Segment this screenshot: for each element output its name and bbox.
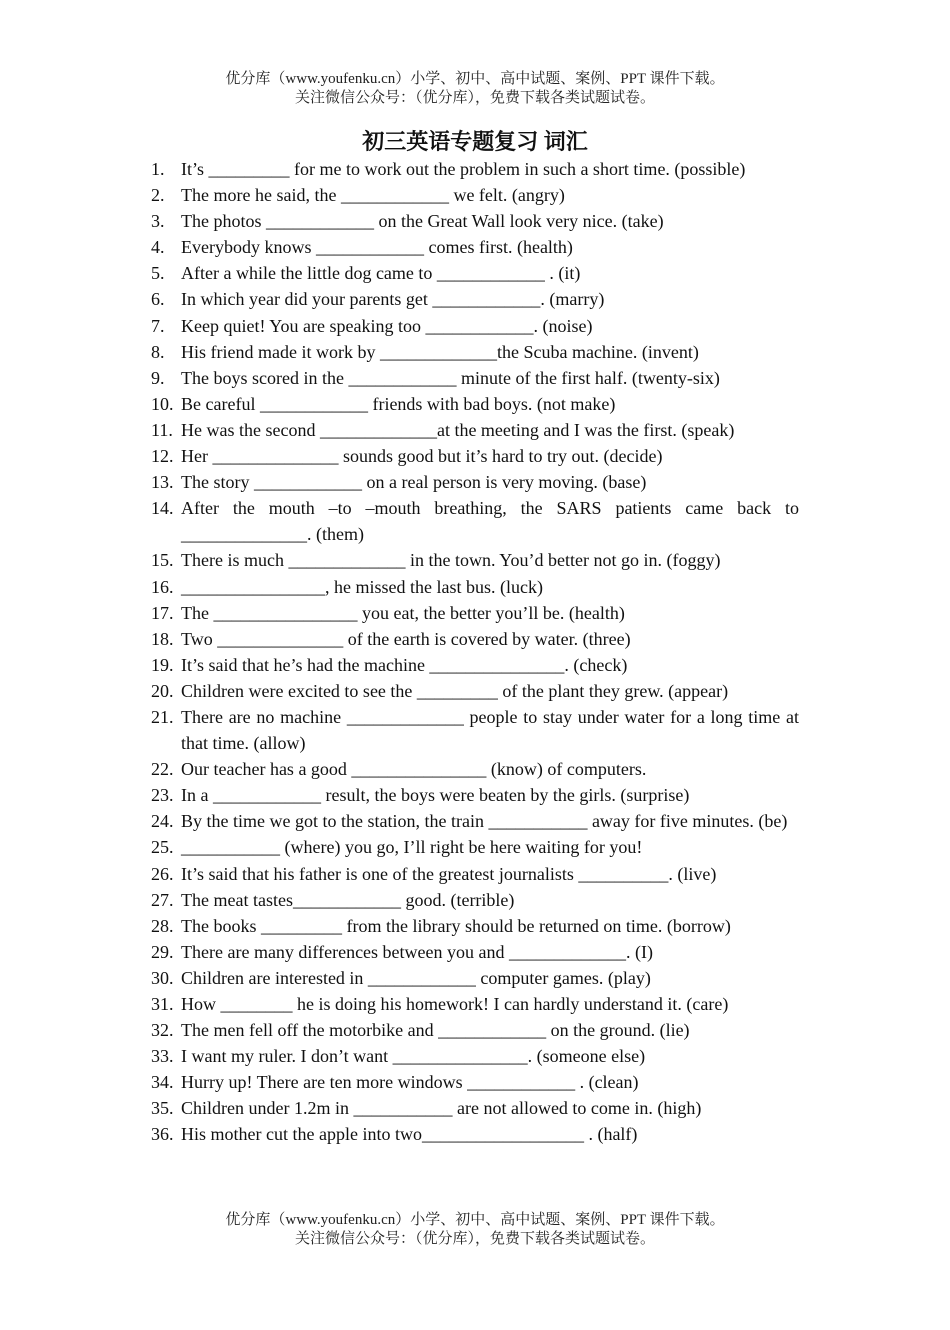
question-text: Two ______________ of the earth is covered by water. (three) (181, 628, 631, 649)
question-text: Children under 1.2m in ___________ are not allowed to come in. (high) (181, 1098, 702, 1119)
question-text: ___________ (where) you go, I’ll right be here waiting for you! (181, 837, 643, 858)
question-item (151, 861, 799, 887)
question-text: The ________________ you eat, the better you’ll be. (health) (181, 602, 625, 623)
header-line-2: 关注微信公众号：（优分库），免费下载各类试题试卷。 (294, 90, 655, 106)
question-text: After a while the little dog came to ____________ . (it) (181, 263, 581, 284)
question-number: 31. (151, 994, 174, 1014)
question-number: 7. (151, 315, 165, 336)
question-text: There are no machine _____________ people to stay under water for a long time at that time. (allow) (181, 706, 799, 754)
question-text: After the mouth –to –mouth breathing, the SARS patients came back to ______________. (them) (181, 498, 799, 545)
question-item (151, 1095, 799, 1121)
question-list (151, 156, 799, 1148)
question-item (151, 339, 799, 365)
page-title: 初三英语专题复习 词汇 (362, 129, 588, 154)
question-text: It’s said that his father is one of the greatest journalists __________. (live) (181, 863, 717, 884)
question-item (151, 443, 799, 469)
question-item (151, 365, 799, 391)
question-item (151, 1043, 799, 1069)
question-number: 14. (151, 498, 174, 519)
question-text: The story ____________ on a real person is very moving. (base) (181, 472, 647, 493)
question-number: 33. (151, 1046, 174, 1067)
question-item (151, 495, 799, 547)
question-number: 36. (151, 1124, 174, 1145)
question-number: 1. (151, 159, 165, 179)
question-text: I want my ruler. I don’t want _______________. (someone else) (181, 1046, 646, 1067)
question-item (151, 939, 799, 965)
question-text: Our teacher has a good _______________ (know) of computers. (181, 759, 647, 780)
question-number: 16. (151, 576, 174, 597)
question-text: ________________, he missed the last bus. (luck) (181, 576, 543, 597)
question-number: 29. (151, 941, 174, 962)
question-item (151, 782, 799, 808)
question-item (151, 391, 799, 417)
question-item (151, 913, 799, 939)
question-item (151, 260, 799, 286)
question-number: 3. (151, 211, 165, 232)
footer-line-1: 优分库（www.youfenku.cn）小学、初中、高中试题、案例、PPT 课件下载。 (225, 1212, 725, 1228)
page-footer (0, 1211, 950, 1249)
question-item (151, 834, 799, 860)
question-number: 28. (151, 915, 174, 936)
question-number: 27. (151, 889, 174, 910)
question-number: 17. (151, 602, 174, 623)
question-text: The books _________ from the library should be returned on time. (borrow) (181, 915, 731, 936)
question-number: 15. (151, 550, 174, 571)
question-number: 26. (151, 863, 174, 884)
question-item (151, 991, 799, 1017)
question-number: 35. (151, 1098, 174, 1119)
question-item (151, 652, 799, 678)
question-item (151, 469, 799, 495)
question-number: 2. (151, 185, 165, 206)
question-text: He was the second _____________at the meeting and I was the first. (speak) (181, 419, 735, 440)
question-number: 11. (151, 419, 173, 440)
question-number: 9. (151, 367, 165, 388)
question-text: Children were excited to see the _________ of the plant they grew. (appear) (181, 680, 729, 701)
question-number: 30. (151, 967, 174, 988)
question-number: 32. (151, 1020, 174, 1041)
question-item (151, 182, 799, 208)
question-number: 20. (151, 680, 174, 701)
question-item (151, 417, 799, 443)
question-item (151, 1017, 799, 1043)
question-text: There is much _____________ in the town. You’d better not go in. (foggy) (181, 550, 721, 571)
header-line-1: 优分库（www.youfenku.cn）小学、初中、高中试题、案例、PPT 课件下载。 (225, 71, 725, 87)
question-number: 24. (151, 811, 174, 832)
question-text: His friend made it work by _____________the Scuba machine. (invent) (181, 341, 699, 362)
question-item (151, 574, 799, 600)
question-text: The photos ____________ on the Great Wall look very nice. (take) (181, 211, 664, 232)
question-text: The meat tastes____________ good. (terrible) (181, 889, 515, 910)
question-text: By the time we got to the station, the train ___________ away for five minutes. (be) (181, 811, 788, 832)
question-text: There are many differences between you and _____________. (I) (181, 941, 653, 962)
question-item (151, 626, 799, 652)
question-text: Be careful ____________ friends with bad boys. (not make) (181, 393, 616, 414)
question-text: It’s said that he’s had the machine _______________. (check) (181, 654, 628, 675)
question-number: 18. (151, 628, 174, 649)
question-number: 5. (151, 263, 165, 284)
question-text: The more he said, the ____________ we felt. (angry) (181, 185, 565, 206)
question-number: 23. (151, 785, 174, 806)
question-item (151, 756, 799, 782)
question-text: Keep quiet! You are speaking too ____________. (noise) (181, 315, 593, 336)
question-item (151, 678, 799, 704)
question-item (151, 1069, 799, 1095)
question-text: His mother cut the apple into two__________________ . (half) (181, 1124, 638, 1145)
page-header (0, 70, 950, 108)
question-number: 19. (151, 654, 174, 675)
question-item (151, 965, 799, 991)
question-number: 12. (151, 446, 174, 467)
question-item (151, 600, 799, 626)
question-text: Children are interested in ____________ computer games. (play) (181, 967, 651, 988)
question-number: 10. (151, 393, 174, 414)
question-item (151, 704, 799, 756)
question-item (151, 156, 799, 182)
question-text: In which year did your parents get ____________. (marry) (181, 289, 605, 310)
question-item (151, 234, 799, 260)
question-text: In a ____________ result, the boys were beaten by the girls. (surprise) (181, 785, 690, 806)
question-number: 34. (151, 1072, 174, 1093)
question-text: Everybody knows ____________ comes first. (health) (181, 237, 573, 258)
footer-line-2: 关注微信公众号：（优分库），免费下载各类试题试卷。 (294, 1231, 655, 1247)
question-number: 8. (151, 341, 165, 362)
question-number: 25. (151, 837, 174, 858)
question-item (151, 1121, 799, 1147)
question-number: 6. (151, 289, 165, 310)
question-number: 22. (151, 759, 174, 780)
question-item (151, 808, 799, 834)
question-item (151, 887, 799, 913)
question-item (151, 547, 799, 573)
question-text: Her ______________ sounds good but it’s hard to try out. (decide) (181, 446, 663, 467)
question-item (151, 286, 799, 312)
question-text: How ________ he is doing his homework! I can hardly understand it. (care) (181, 994, 729, 1014)
question-text: Hurry up! There are ten more windows ____________ . (clean) (181, 1072, 639, 1093)
question-number: 4. (151, 237, 165, 258)
question-number: 13. (151, 472, 174, 493)
question-item (151, 313, 799, 339)
question-text: The men fell off the motorbike and ____________ on the ground. (lie) (181, 1020, 690, 1041)
question-text: The boys scored in the ____________ minute of the first half. (twenty-six) (181, 367, 720, 388)
question-item (151, 208, 799, 234)
question-text: It’s _________ for me to work out the problem in such a short time. (possible) (181, 159, 746, 179)
question-number: 21. (151, 706, 174, 727)
